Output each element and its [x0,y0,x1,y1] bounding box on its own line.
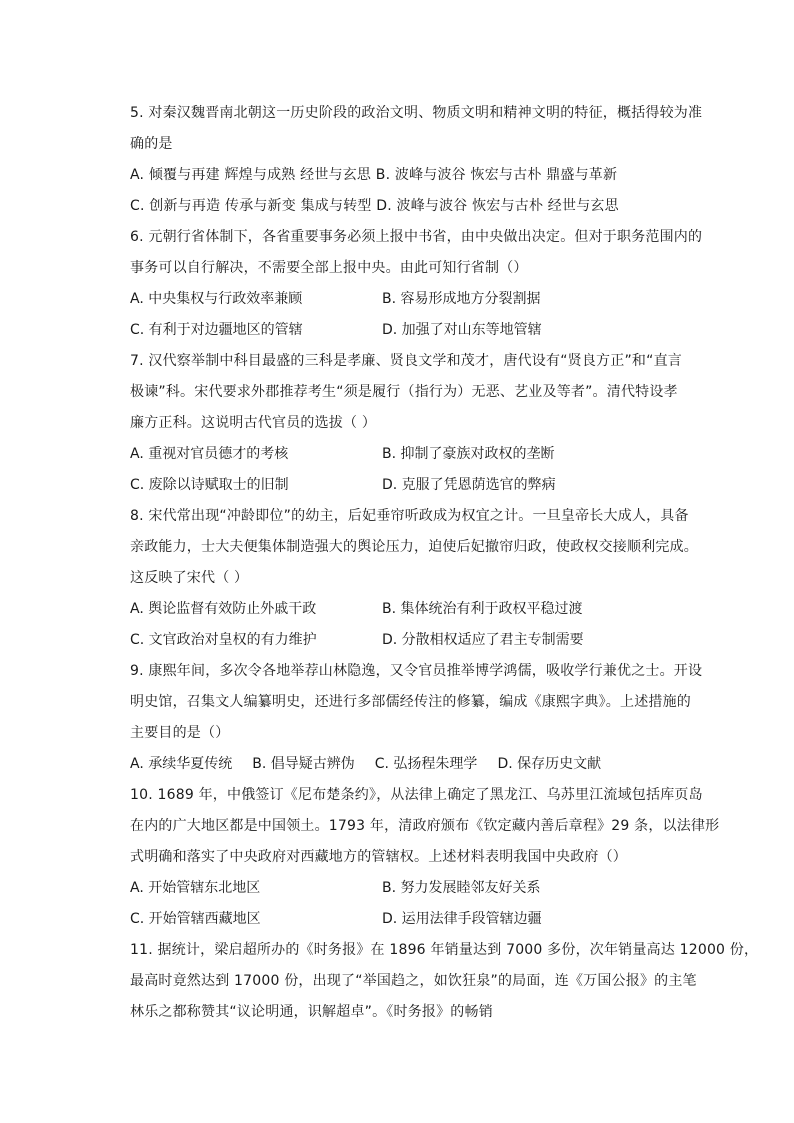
answer-option-row [130,904,700,935]
question-stem-line: 在内的广大地区都是中国领土。1793 年，清政府颁布《钦定藏内善后章程》29 条，以法律形 [130,818,720,834]
question-stem-line: 11. 据统计，梁启超所办的《时务报》在 1896 年销量达到 7000 多份，次年销量高达 12000 份， [130,942,759,958]
answer-option[interactable]: B. 集体统治有利于政权平稳过渡 [382,601,583,617]
answer-option[interactable]: D. 运用法律手段管辖边疆 [382,911,542,927]
answer-option[interactable]: B. 抑制了豪族对政权的垄断 [382,446,555,462]
question-stem-line: 5. 对秦汉魏晋南北朝这一历史阶段的政治文明、物质文明和精神文明的特征，概括得较为准 [130,105,703,121]
question-7 [130,346,700,501]
question-list [130,98,759,1028]
answer-option[interactable]: A. 重视对官员德才的考核 [130,446,289,462]
answer-option[interactable]: D. 克服了凭恩荫选官的弊病 [382,477,556,493]
answer-option-row [130,439,700,470]
question-stem-line: 明史馆，召集文人编纂明史，还进行多部儒经传注的修纂，编成《康熙字典》。上述措施的 [130,694,691,710]
answer-option-row [130,749,700,780]
question-stem-line: 事务可以自行解决，不需要全部上报中央。由此可知行省制（） [130,260,528,276]
question-stem-line: 最高时竟然达到 17000 份，出现了“举国趋之，如饮狂泉”的局面，连《万国公报》的主笔 [130,973,697,989]
question-11 [130,935,759,1028]
answer-option-row [130,315,700,346]
answer-option-row [130,873,700,904]
answer-option[interactable]: C. 废除以诗赋取士的旧制 [130,477,289,493]
answer-option[interactable]: D. 保存历史文献 [497,756,602,772]
question-stem-line: 6. 元朝行省体制下，各省重要事务必须上报中书省，由中央做出决定。但对于职务范围内的 [130,229,703,245]
question-stem-line: 9. 康熙年间，多次令各地举荐山林隐逸，又令官员推举博学鸿儒，吸收学行兼优之士。开设 [130,663,703,679]
answer-option[interactable]: D. 分散相权适应了君主专制需要 [382,632,584,648]
answer-option[interactable]: A. 舆论监督有效防止外戚干政 [130,601,317,617]
question-stem-line: 廉方正科。这说明古代官员的选拔（ ） [130,415,377,431]
answer-option[interactable]: B. 容易形成地方分裂割据 [382,291,541,307]
answer-option[interactable]: C. 有利于对边疆地区的管辖 [130,322,303,338]
question-stem-line: 10. 1689 年，中俄签订《尼布楚条约》，从法律上确定了黑龙江、乌苏里江流域包括库页岛 [130,787,703,803]
answer-option[interactable]: C. 弘扬程朱理学 [374,756,478,772]
question-6 [130,222,703,346]
question-stem-line: 主要目的是（） [130,725,230,741]
question-stem-line: 式明确和落实了中央政府对西藏地方的管辖权。上述材料表明我国中央政府（） [130,849,627,865]
question-5 [130,98,703,222]
question-stem-line: 极谏”科。宋代要求外郡推荐考生“须是履行（指行为）无恶、艺业及等者”。清代特设孝 [130,384,678,400]
question-stem-line: 7. 汉代察举制中科目最盛的三科是孝廉、贤良文学和茂才，唐代设有“贤良方正”和“直言 [130,353,682,369]
question-10 [130,780,720,935]
answer-option[interactable]: A. 中央集权与行政效率兼顾 [130,291,303,307]
answer-option-row [130,594,700,625]
question-stem-line: 林乐之都称赞其“议论明通，识解超卓”。《时务报》的畅销 [130,1004,493,1020]
answer-option[interactable]: D. 加强了对山东等地管辖 [382,322,542,338]
question-stem-line: 8. 宋代常出现“冲龄即位”的幼主，后妃垂帘听政成为权宜之计。一旦皇帝长大成人，具备 [130,508,689,524]
answer-option-row [130,284,700,315]
answer-option-line[interactable]: A. 倾覆与再建 辉煌与成熟 经世与玄思 B. 波峰与波谷 恢宏与古朴 鼎盛与革新 [130,167,618,183]
answer-option[interactable]: B. 努力发展睦邻友好关系 [382,880,541,896]
answer-option[interactable]: A. 承续华夏传统 [130,756,233,772]
answer-option[interactable]: C. 文官政治对皇权的有力维护 [130,632,317,648]
question-stem-line: 确的是 [130,136,173,152]
answer-option[interactable]: C. 开始管辖西藏地区 [130,911,261,927]
answer-option-line[interactable]: C. 创新与再造 传承与新变 集成与转型 D. 波峰与波谷 恢宏与古朴 经世与玄思 [130,198,619,214]
question-stem-line: 这反映了宋代（ ） [130,570,249,586]
answer-option-row [130,470,700,501]
answer-option[interactable]: B. 倡导疑古辨伪 [252,756,355,772]
answer-option[interactable]: A. 开始管辖东北地区 [130,880,261,896]
question-stem-line: 亲政能力，士大夫便集体制造强大的舆论压力，迫使后妃撤帘归政，使政权交接顺利完成。 [130,539,698,555]
question-9 [130,656,703,780]
answer-option-row [130,625,700,656]
question-8 [130,501,700,656]
